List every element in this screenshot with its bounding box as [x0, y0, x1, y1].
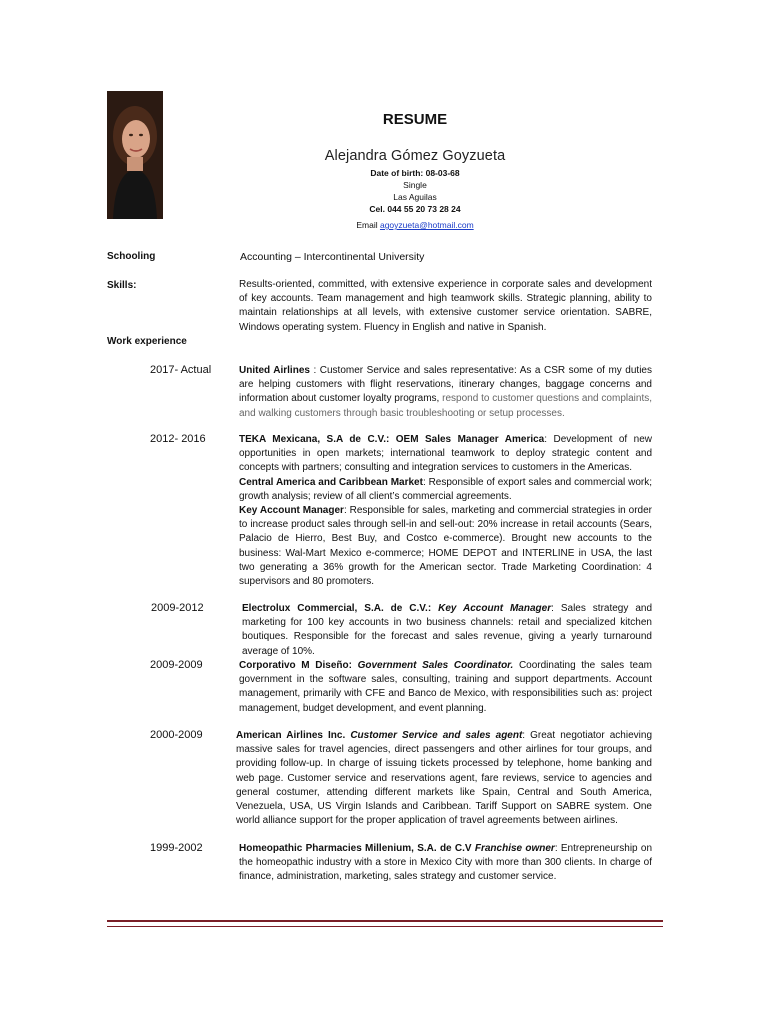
experience-entry	[239, 364, 652, 421]
experience-entry	[239, 433, 652, 589]
skills-text: Results-oriented, committed, with extensive experience in corporate sales and development of key accounts. Team management and high teamwork skills. Strategic planning, ability to maintain relationships at all levels, with extensive customer service orientation. SABRE, Windows operating system. Fluency in English and native in Spanish.	[239, 279, 652, 333]
sub-role-title: Key Account Manager	[239, 505, 344, 517]
entry-years: 2000-2009	[150, 729, 203, 741]
entry-years: 2009-2009	[150, 659, 203, 671]
experience-entry	[242, 602, 652, 659]
entry-text: : Development of new opportunities in open markets; international teamwork to deploy strategic content and concepts with partners; consulting and integration services to customers in the Americas.	[239, 434, 652, 474]
email-link[interactable]: agoyzueta@hotmail.com	[379, 220, 474, 230]
entry-years: 1999-2002	[150, 842, 203, 854]
entry-text: : Great negotiator achieving massive sales for travel agencies, direct passengers and other airlines for tour groups, and providing follow-up. In charge of issuing tickets processed by telephone, home banking and web page. Customer service and reservations agent, fare reviews, service to agencies and general costumer, attending different markets like Spain, Central and South America, Venezuela, USA, US Virgin Islands and Caribbean. Tariff Support on SABRE system. One world alliance support for the proper application of travel agreements between airlines.	[236, 730, 653, 827]
schooling-value: Accounting – Intercontinental University	[240, 251, 425, 263]
skills-label: Skills:	[107, 280, 137, 291]
date-of-birth: Date of birth: 08-03-68	[370, 168, 460, 178]
resume-title: RESUME	[382, 111, 448, 128]
footer-rule	[107, 926, 663, 927]
profile-photo	[107, 91, 163, 219]
company-name: United Airlines	[239, 365, 310, 376]
work-experience-label: Work experience	[107, 336, 187, 347]
entry-text: : Customer Service and sales representative: As a CSR some of my duties are helping customers with flight reservations, itinerary changes, baggage concerns and information about customer loyalty programs,	[239, 365, 652, 405]
company-name: Homeopathic Pharmacies Millenium, S.A. de C.V	[239, 843, 472, 854]
candidate-name: Alejandra Gómez Goyzueta	[324, 148, 506, 164]
company-name: American Airlines Inc.	[236, 730, 346, 741]
company-name: Corporativo M Diseño:	[239, 660, 352, 671]
entry-text: Coordinating the sales team government in the software sales, consulting, training and support departments. Account management, primarily with CFE and Banco de Mexico, with responsibilities such as: project management, budget development, and event planning.	[239, 660, 653, 714]
role-title: Franchise owner	[471, 843, 555, 854]
entry-text-gray: respond to customer questions and complaints, and walking customers through basic troubleshooting or setup processes.	[239, 393, 652, 419]
role-title: Government Sales Coordinator.	[351, 660, 514, 671]
company-name: TEKA Mexicana, S.A de C.V.: OEM Sales Manager America	[239, 434, 545, 445]
footer-rule	[107, 920, 663, 922]
experience-entry	[239, 842, 652, 885]
marital-status: Single	[403, 180, 427, 190]
email-label: Email	[356, 220, 380, 230]
email-line	[300, 220, 530, 230]
entry-text: : Sales strategy and marketing for 100 key accounts in two business channels: retail and specialized kitchen boutiques. Responsible for the forecast and sales revenue, giving a yearly turnaround average of 10%.	[242, 603, 653, 657]
entry-years: 2017- Actual	[150, 364, 212, 376]
schooling-label: Schooling	[107, 251, 156, 262]
sub-role-text: : Responsible of export sales and commercial work; growth analysis; review of all client’s commercial agreements.	[239, 476, 652, 502]
entry-text: : Entrepreneurship on the homeopathic industry with a store in Mexico City with more than 300 clients. In charge of finance, administration, marketing, sales strategy and customer service.	[239, 843, 653, 883]
company-name: Electrolux Commercial, S.A. de C.V.:	[242, 603, 432, 614]
entry-years: 2009-2012	[151, 602, 204, 614]
experience-entry	[236, 729, 652, 828]
sub-role-text: : Responsible for sales, marketing and commercial strategies in order to increase product sales through sell-in and sell-out: 20% increase in retail accounts (Sears, Palacio de Hierro, Best Buy, and Costco e-commerce). Brought new accounts to the business: Wal-Mart Mexico e-commerce; HOME DEPOT and INTERLINE in USA, the last two generating a 36% growth for the American sector. Trade Marketing Coordination: 4 supervisors and 80 promoters.	[239, 505, 652, 588]
entry-years: 2012- 2016	[150, 433, 206, 445]
role-title: Customer Service and sales agent	[345, 730, 523, 741]
sub-role-title: Central America and Caribbean Market	[239, 476, 423, 488]
location: Las Aguilas	[393, 192, 437, 202]
phone: Cel. 044 55 20 73 28 24	[369, 204, 461, 214]
experience-entry	[239, 659, 652, 716]
role-title: Key Account Manager	[431, 603, 552, 614]
